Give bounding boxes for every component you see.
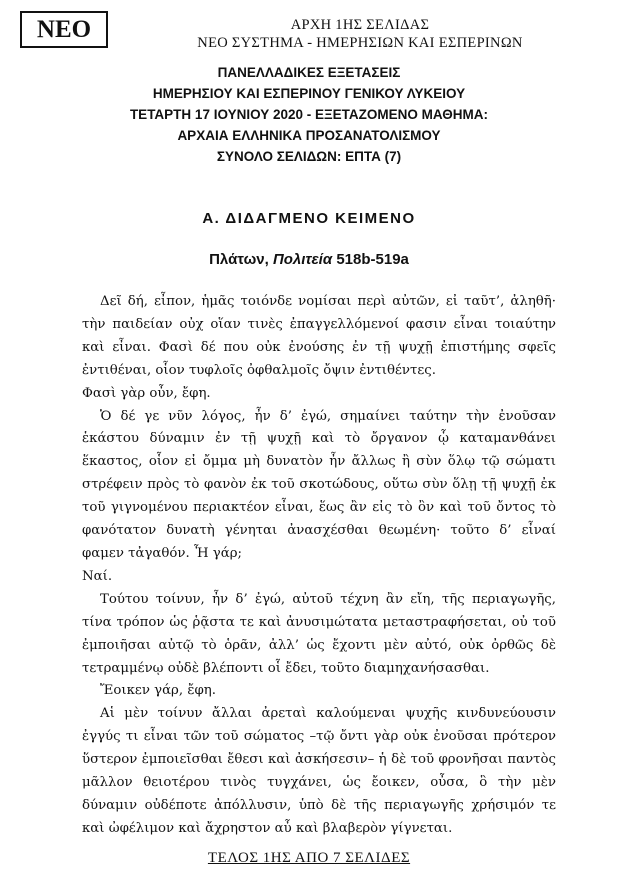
section-title: Α. ΔΙΔΑΓΜΕΝΟ ΚΕΙΜΕΝΟ bbox=[202, 210, 416, 227]
passage-paragraph: Φασὶ γὰρ οὖν, ἔφη. bbox=[82, 385, 211, 401]
exam-title: ΠΑΝΕΛΛΑΔΙΚΕΣ ΕΞΕΤΑΣΕΙΣ bbox=[217, 65, 401, 80]
exam-date-subject: ΤΕΤΑΡΤΗ 17 ΙΟΥΝΙΟΥ 2020 - ΕΞΕΤΑΖΟΜΕΝΟ ΜΑΘΗΜΑ: bbox=[129, 107, 489, 122]
passage-paragraph: Τούτου τοίνυν, ἦν δ’ ἐγώ, αὐτοῦ τέχνη ἂν εἴη, τῆς περιαγωγῆς, τίνα τρόπον ὡς ῥᾷστα τε καὶ ἀνυσιμώτατα μεταστραφήσεται, οὐ τοῦ ἐμποιῆσαι αὐτῷ τὸ ὁρᾶν, ἀλλ’ ὡς ἔχοντι μὲν αὐτό, οὐκ ὀρθῶς δὲ τετραμμένῳ οὐδὲ βλέποντι οἷ ἔδει, τοῦτο διαμηχανήσασθαι. bbox=[82, 591, 556, 676]
passage-paragraph: Δεῖ δή, εἶπον, ἡμᾶς τοιόνδε νομίσαι περὶ αὐτῶν, εἰ ταῦτ’, ἀληθῆ· τὴν παιδείαν οὐχ οἵαν τινὲς ἐπαγγελλόμενοί φασιν εἶναι τοιαύτην καὶ εἶναι. Φασὶ δέ που οὐκ ἐνούσης ἐν τῇ ψυχῇ ἐπιστήμης σφεῖς ἐντιθέναι, οἷον τυφλοῖς ὀφθαλμοῖς ὄψιν ἐντιθέντες. bbox=[82, 294, 556, 378]
system-label: ΝΕΟ ΣΥΣΤΗΜΑ - ΗΜΕΡΗΣΙΩΝ ΚΑΙ ΕΣΠΕΡΙΝΩΝ bbox=[197, 35, 523, 51]
source-work: Πολιτεία bbox=[272, 251, 333, 268]
source-author: Πλάτων, bbox=[209, 251, 269, 268]
page-footer: ΤΕΛΟΣ 1ΗΣ ΑΠΟ 7 ΣΕΛΙΔΕΣ bbox=[207, 850, 411, 866]
passage-paragraph: Ὁ δέ γε νῦν λόγος, ἦν δ’ ἐγώ, σημαίνει ταύτην τὴν ἐνοῦσαν ἑκάστου δύναμιν ἐν τῇ ψυχῇ καὶ τὸ ὄργανον ᾧ καταμανθάνει ἕκαστος, οἷον εἰ ὄμμα μὴ δυνατὸν ἦν ἄλλως ἢ σὺν ὅλῳ τῷ σώματι στρέφειν πρὸς τὸ φανὸν ἐκ τοῦ σκοτώδους, οὕτω σὺν ὅλῃ τῇ ψυχῇ ἐκ τοῦ γιγνομένου περιακτέον εἶναι, ἕως ἂν εἰς τὸ ὂν καὶ τοῦ ὄντος τὸ φανότατον δυνατὴ γένηται ἀνασχέσθαι θεωμένη· τοῦτο δ’ εἶναί φαμεν τἀγαθόν. Ἦ γάρ; bbox=[82, 408, 556, 561]
exam-subject: ΑΡΧΑΙΑ ΕΛΛΗΝΙΚΑ ΠΡΟΣΑΝΑΤΟΛΙΣΜΟΥ bbox=[177, 128, 441, 143]
page-start-label: ΑΡΧΗ 1ΗΣ ΣΕΛΙΔΑΣ bbox=[290, 17, 430, 33]
text-source bbox=[0, 251, 618, 268]
passage-paragraph: Ναί. bbox=[82, 568, 113, 584]
passage-paragraph: Ἔοικεν γάρ, ἔφη. bbox=[100, 683, 216, 699]
passage-paragraph: Αἱ μὲν τοίνυν ἄλλαι ἀρεταὶ καλούμεναι ψυχῆς κινδυνεύουσιν ἐγγύς τι εἶναι τῶν τοῦ σώματος –τῷ ὄντι γὰρ οὐκ ἐνοῦσαι πρότερον ὕστερον ἐμποιεῖσθαι ἔθεσι καὶ ἀσκήσεσιν– ἡ δὲ τοῦ φρονῆσαι παντὸς μᾶλλον θειοτέρου τινὸς τυγχάνει, ὡς ἔοικεν, οὖσα, ὃ τὴν μὲν δύναμιν οὐδέποτε ἀπόλλυσιν, ὑπὸ δὲ τῆς περιαγωγῆς χρήσιμόν τε καὶ ὠφέλιμον καὶ ἄχρηστον αὖ καὶ βλαβερὸν γίγνεται. bbox=[82, 706, 556, 836]
exam-school-type: ΗΜΕΡΗΣΙΟΥ ΚΑΙ ΕΣΠΕΡΙΝΟΥ ΓΕΝΙΚΟΥ ΛΥΚΕΙΟΥ bbox=[152, 86, 466, 101]
exam-page-count: ΣΥΝΟΛΟ ΣΕΛΙΔΩΝ: ΕΠΤΑ (7) bbox=[216, 149, 402, 164]
new-system-badge: ΝΕΟ bbox=[20, 11, 108, 48]
source-range: 518b-519a bbox=[336, 251, 409, 268]
passage-text bbox=[82, 291, 556, 841]
